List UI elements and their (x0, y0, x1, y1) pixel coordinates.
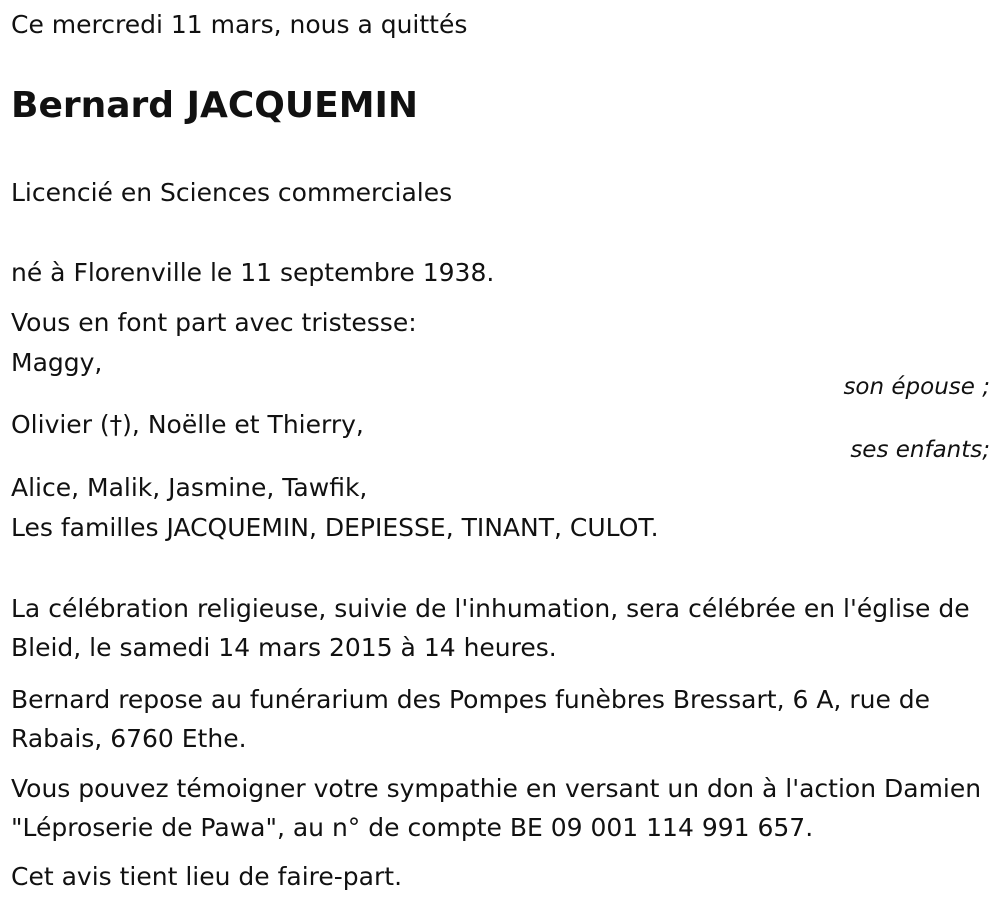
families-text: Les familles JACQUEMIN, DEPIESSE, TINANT, CULOT. (11, 513, 659, 542)
children-names: Olivier (†), Noëlle et Thierry, (11, 410, 364, 439)
ceremony-paragraph: La célébration religieuse, suivie de l'inhumation, sera célébrée en l'église de Bleid, le samedi 14 mars 2015 à 14 heures. (11, 594, 970, 662)
donation-paragraph: Vous pouvez témoigner votre sympathie en versant un don à l'action Damien "Léproserie de Pawa", au n° de compte BE 09 001 114 991 657. (11, 774, 982, 842)
birth-text: né à Florenville le 11 septembre 1938. (11, 258, 495, 287)
closing-text: Cet avis tient lieu de faire-part. (11, 862, 403, 891)
spouse-name: Maggy, (11, 348, 103, 377)
announce-text: Vous en font part avec tristesse: (11, 308, 417, 337)
deceased-name: Bernard JACQUEMIN (11, 85, 419, 126)
funeral-home-paragraph: Bernard repose au funérarium des Pompes funèbres Bressart, 6 A, rue de Rabais, 6760 Ethe. (11, 685, 931, 753)
profession-text: Licencié en Sciences commerciales (11, 178, 453, 207)
spouse-role: son épouse ; (843, 374, 990, 400)
grandchildren-names: Alice, Malik, Jasmine, Tawfik, (11, 473, 368, 502)
children-role: ses enfants; (850, 437, 990, 463)
intro-text: Ce mercredi 11 mars, nous a quittés (11, 10, 468, 39)
